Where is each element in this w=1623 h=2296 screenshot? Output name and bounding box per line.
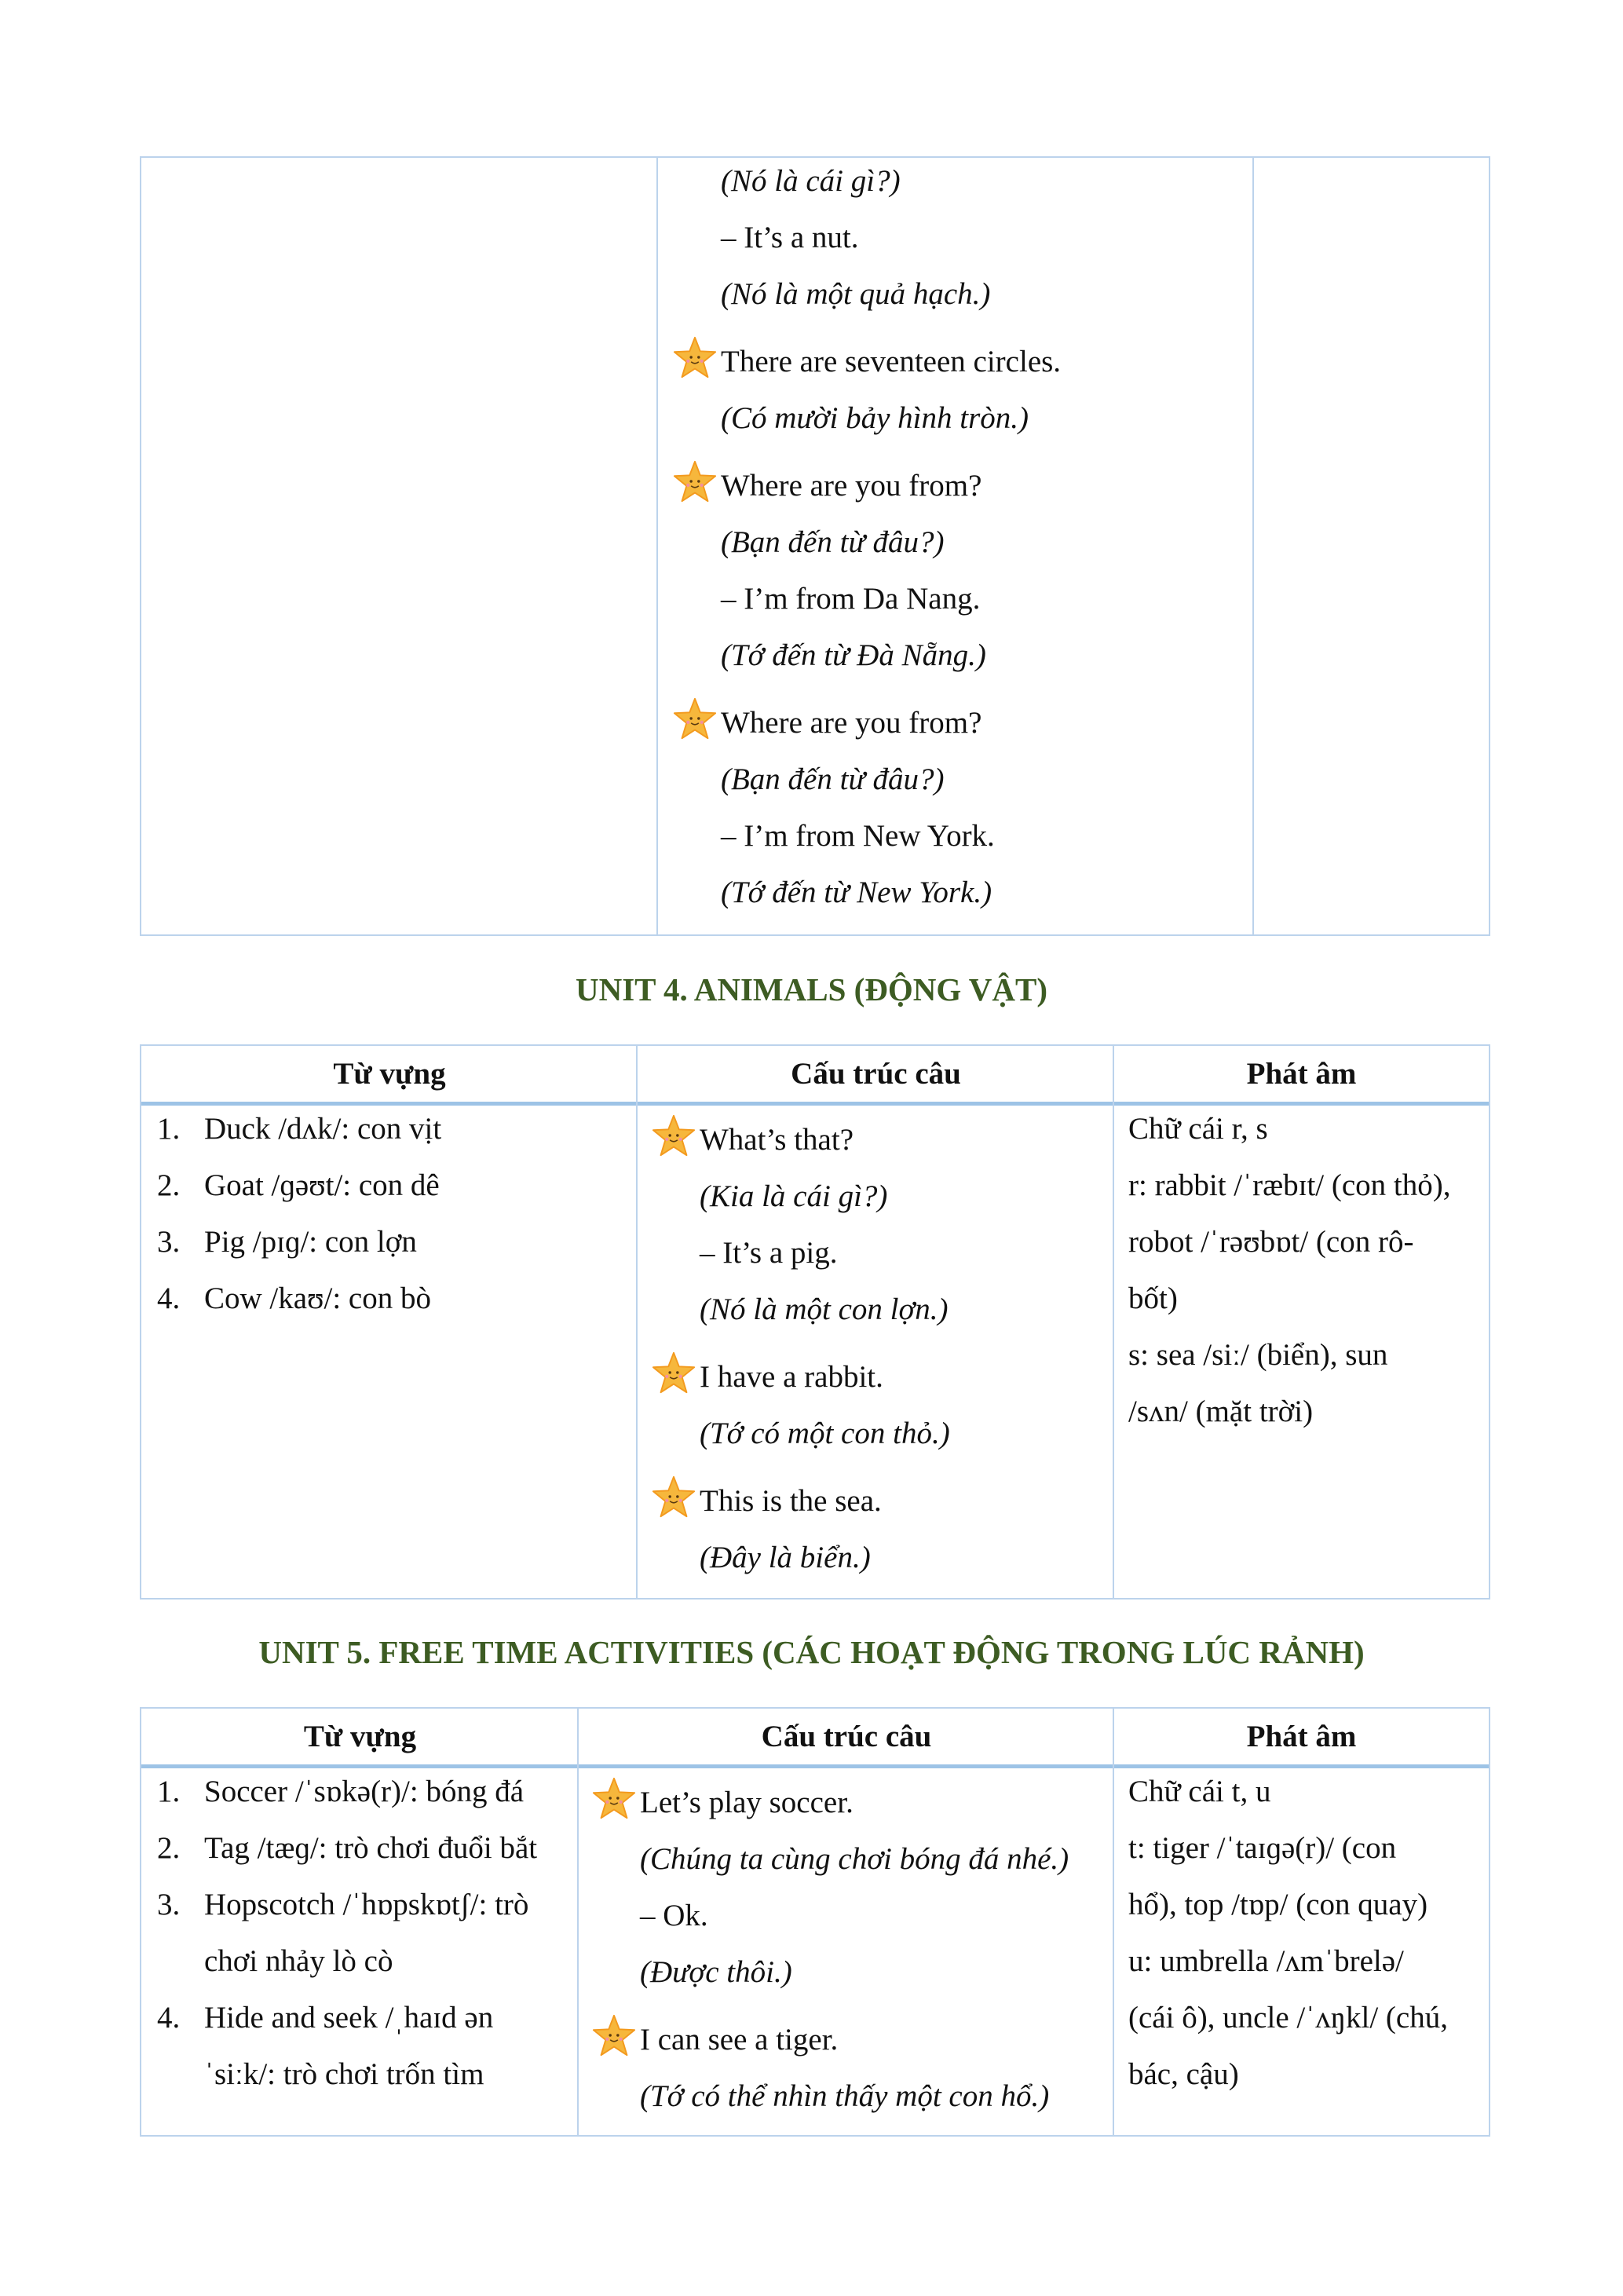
sentence-line: Where are you from?	[721, 469, 982, 503]
header-pronunciation: Phát âm	[1246, 1057, 1357, 1091]
item-text-line: Tag /tæɡ/: trò chơi đuổi bắt	[204, 1831, 538, 1865]
star-icon	[672, 459, 718, 505]
pronunciation-line: robot /ˈrəʊbɒt/ (con rô-	[1128, 1225, 1414, 1259]
translation-line: (Tớ đến từ Đà Nẵng.)	[721, 638, 986, 672]
structure-cell	[700, 1101, 950, 1586]
vocab-cell	[157, 1764, 573, 2103]
translation-line: (Bạn đến từ đâu?)	[721, 762, 945, 796]
sentence-line: There are seventeen circles.	[721, 345, 1062, 378]
item-number: 4.	[157, 1281, 181, 1315]
vocab-item	[157, 1820, 573, 1877]
pronunciation-line: bác, cậu)	[1128, 2057, 1239, 2091]
sentence-line: – I’m from New York.	[721, 819, 995, 853]
sentence-line: This is the sea.	[700, 1484, 882, 1518]
item-text-line: ˈsiːk/: trò chơi trốn tìm	[204, 2057, 484, 2091]
pronunciation-line: s: sea /siː/ (biển), sun	[1128, 1338, 1388, 1372]
column-divider	[1113, 1709, 1114, 2135]
header-structure: Cấu trúc câu	[791, 1057, 961, 1091]
item-text-line: Hide and seek /ˌhaɪd ən	[204, 2001, 494, 2035]
pronunciation-line: u: umbrella /ʌmˈbrelə/	[1128, 1944, 1404, 1978]
pronunciation-line: t: tiger /ˈtaɪɡə(r)/ (con	[1128, 1831, 1397, 1865]
vocab-item	[157, 1990, 573, 2103]
star-icon	[591, 2013, 637, 2059]
unit5-table	[140, 1707, 1490, 2137]
sentence-line: What’s that?	[700, 1123, 854, 1157]
translation-line: (Chúng ta cùng chơi bóng đá nhé.)	[640, 1842, 1069, 1876]
item-text-line: Goat /ɡəʊt/: con dê	[204, 1168, 440, 1202]
vocab-item	[157, 1877, 573, 1990]
translation-line: (Tớ đến từ New York.)	[721, 876, 992, 909]
star-icon	[651, 1113, 696, 1159]
pronunciation-line: Chữ cái t, u	[1128, 1775, 1271, 1808]
sentence-line: I can see a tiger.	[640, 2023, 839, 2057]
vocab-cell	[157, 1101, 628, 1327]
unit5-title: UNIT 5. FREE TIME ACTIVITIES (CÁC HOẠT ĐỘNG TRONG LÚC RẢNH)	[258, 1634, 1365, 1670]
star-icon	[651, 1351, 696, 1396]
column-pronunciation	[1252, 158, 1489, 934]
pronunciation-line: hổ), top /tɒp/ (con quay)	[1128, 1888, 1428, 1921]
column-divider	[577, 1709, 579, 2135]
translation-line: (Nó là một quả hạch.)	[721, 277, 991, 311]
item-number: 3.	[157, 1888, 181, 1921]
item-number: 1.	[157, 1112, 181, 1146]
vocab-item	[157, 1101, 628, 1157]
translation-line: (Bạn đến từ đâu?)	[721, 525, 945, 559]
sentence-line: Where are you from?	[721, 706, 982, 740]
header-vocab: Từ vựng	[303, 1720, 417, 1753]
translation-line: (Đây là biển.)	[700, 1541, 871, 1574]
sentence-line: Let’s play soccer.	[640, 1786, 854, 1819]
item-text-line: Pig /pɪɡ/: con lợn	[204, 1225, 417, 1259]
star-icon	[651, 1475, 696, 1520]
header-pronunciation: Phát âm	[1246, 1720, 1357, 1753]
translation-line: (Có mười bảy hình tròn.)	[721, 401, 1029, 435]
pronunciation-line: (cái ô), uncle /ˈʌŋkl/ (chú,	[1128, 2001, 1448, 2035]
vocab-item	[157, 1157, 628, 1214]
column-divider	[636, 1046, 638, 1598]
item-text-line: Hopscotch /ˈhɒpskɒtʃ/: trò	[204, 1888, 529, 1921]
column-divider	[1113, 1046, 1114, 1598]
item-text	[204, 1990, 573, 2103]
unit4-table	[140, 1044, 1490, 1600]
header-structure: Cấu trúc câu	[761, 1720, 932, 1753]
sentence-line: – I’m from Da Nang.	[721, 582, 981, 616]
item-text	[204, 1877, 573, 1990]
translation-line: (Nó là một con lợn.)	[700, 1292, 949, 1326]
pronunciation-cell	[1128, 1101, 1451, 1440]
item-number: 2.	[157, 1168, 181, 1202]
structure-cell	[640, 1764, 1069, 2125]
column-vocab	[141, 158, 658, 934]
item-number: 4.	[157, 2001, 181, 2035]
item-text	[204, 1101, 628, 1157]
item-text	[204, 1764, 573, 1820]
vocab-item	[157, 1270, 628, 1327]
pronunciation-line: Chữ cái r, s	[1128, 1112, 1268, 1146]
pronunciation-line: bốt)	[1128, 1281, 1178, 1315]
translation-line: (Được thôi.)	[640, 1955, 792, 1989]
vocab-item	[157, 1764, 573, 1820]
item-text	[204, 1157, 628, 1214]
header-vocab: Từ vựng	[333, 1057, 446, 1091]
table-header	[141, 1709, 1489, 1768]
item-number: 2.	[157, 1831, 181, 1865]
sentence-line: – It’s a pig.	[700, 1236, 838, 1270]
table-header	[141, 1046, 1489, 1106]
item-text-line: Duck /dʌk/: con vịt	[204, 1112, 442, 1146]
item-text-line: chơi nhảy lò cò	[204, 1944, 393, 1978]
unit4-title: UNIT 4. ANIMALS (ĐỘNG VẬT)	[575, 971, 1048, 1007]
continued-table	[140, 156, 1490, 936]
translation-line: (Tớ có thể nhìn thấy một con hổ.)	[640, 2079, 1050, 2113]
item-number: 3.	[157, 1225, 181, 1259]
translation-line: (Tớ có một con thỏ.)	[700, 1417, 950, 1450]
item-text	[204, 1820, 573, 1877]
item-text-line: Soccer /ˈsɒkə(r)/: bóng đá	[204, 1775, 525, 1808]
star-icon	[672, 335, 718, 381]
item-text	[204, 1214, 628, 1270]
pronunciation-line: /sʌn/ (mặt trời)	[1128, 1395, 1314, 1428]
item-text-line: Cow /kaʊ/: con bò	[204, 1281, 431, 1315]
sentence-line: – It’s a nut.	[721, 221, 859, 254]
sentence-line: I have a rabbit.	[700, 1360, 883, 1394]
star-icon	[672, 696, 718, 742]
item-text	[204, 1270, 628, 1327]
structure-cell	[721, 153, 1061, 921]
pronunciation-cell	[1128, 1764, 1448, 2103]
star-icon	[591, 1776, 637, 1822]
translation-line: (Kia là cái gì?)	[700, 1179, 888, 1213]
translation-line: (Nó là cái gì?)	[721, 164, 901, 198]
pronunciation-line: r: rabbit /ˈræbɪt/ (con thỏ),	[1128, 1168, 1451, 1202]
vocab-item	[157, 1214, 628, 1270]
sentence-line: – Ok.	[640, 1899, 708, 1932]
item-number: 1.	[157, 1775, 181, 1808]
